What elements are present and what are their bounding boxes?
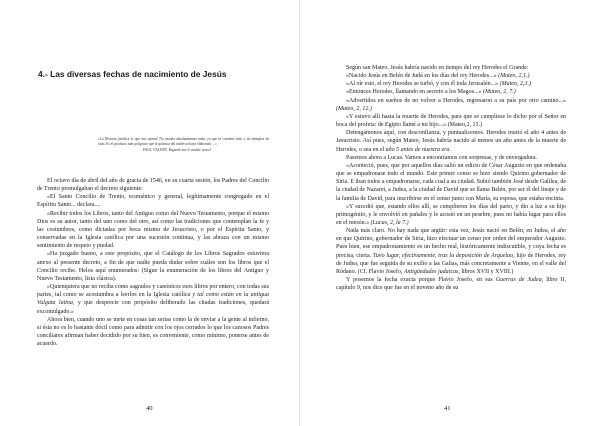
right-page [300,0,600,426]
quote-paragraph [37,283,269,316]
quote-text: «Al oír esto, el rey Herodes se turbó, y con él toda Jerusalén...» [346,81,499,88]
citation: (Mateo, 2,1.) [498,73,530,80]
quote-paragraph: «El Santo Concilio de Trento, ecuménico y general, legítimamente congregado en el Espíritu Santo... declara.... [37,194,269,209]
left-body-text [37,177,269,348]
paragraph-text: Y posemos la fecha exacta porque Flavio Josefo, en sus [346,277,493,284]
quote-paragraph: »Recibir todos los Libros, tanto del Antiguo como del Nuevo Testamento, porque el mismo Dios es su autor, tanto del uno como del otro, así como las tradiciones que contemplan la fe y las costumbres, como dictadas por boca mismo de Jesucristo, o por el Espíritu Santo, y conservadas en la Iglesia católica por una sucesión continua, y las abraza con un mismo sentimiento de respeto y piedad. [37,210,269,250]
quote-paragraph: «Y estuvo allí hasta la muerte de Herodes, para que se cumpliese lo dicho por el Señor en boca del profeta: de Egipto llamé a mi hijo...» (Mateo,2, 15.) [336,113,566,129]
citation: (Mateo, 2,3.) [499,81,531,88]
paragraph-text: libro II, capítulo 9, nos dice que fue en el noveno año de su [336,277,567,292]
page-number: 41 [444,405,451,412]
quote-text: »Y sucedió que, estando ellos allí, se cumplieron los días del parto, y dio a luz a su hijo primogénito, y le envolvió en pañales y le acostó en un pesebre, pues no había lugar para ellos en el mesón.» [336,203,566,226]
epigraph [98,137,269,154]
quote-text: «Nacido Jesús en Belén de Judá en los días del rey Herodes...» [346,73,497,80]
paragraph [336,227,566,276]
right-body-text [336,64,566,292]
quote-text: »Quienquiera que no reciba como sagrados y canónicos esos libros por entero, con todas sus partes, tal como se acostumbra a leerlos en la Iglesia católica [37,284,269,299]
quote-paragraph [336,72,566,80]
epigraph-work: Regards sur le monde actuel [168,148,211,153]
quote-paragraph [336,80,566,88]
citation: (Mateo, 2, 12.) [336,105,372,112]
paragraph-text: libros XVII y XVIII.) [461,268,514,275]
emphasis: año 5 antes de nuestra era. [385,146,451,153]
quote-paragraph: »Ha juzgado bueno, a este propósito, que el Catálogo de los Libros Sagrados estuviera anexo al presente decreto, a fin de que nadie pueda dudar sobre cuáles son los libros que el Concilio recibe. Helos aquí enumerados: (Sigue la enumeración de los libros del Antiguo y Nuevo Testamento, lista clásica). [37,251,269,282]
book-title: Guerras de Judea, [495,277,544,284]
paragraph: Pasemos ahora a Lucas. Vamos a encontramos con sorpresas, y de envergadura. [346,154,538,161]
quote-emphasis: y tal como están en la antigua Vulgata latina, [37,292,270,307]
quote-paragraph [336,203,566,227]
citation: (Lucas, 2, la 7.) [370,219,409,226]
paragraph [336,276,566,292]
citation: (Mateo, 2, 7.) [482,89,516,96]
quote-text: y que desprecie con propósito deliberado las citadas tradiciones, quedará excomulgado.» [37,300,269,315]
paragraph-text: hijo de Herodes, rey de Judea, que fue seguida de su exilio a las Galias, más concretamente a Vienne, en el valle del Ródano. (Cf. Flavio Josefo, [336,252,567,275]
page-number: 40 [146,405,153,412]
book-title: Antigüedades judaicas, [403,268,460,275]
epigraph-author: PAUL VALERY, [143,148,168,153]
quote-paragraph [336,97,566,113]
chapter-title: 4.- Las diversas fechas de nacimiento de Jesús [38,68,227,79]
epigraph-text: «La Historia justifica lo que uno quiera! No enseña absolutamente nada, ya que lo contiene todo y da ejemplos de todo. Es el producto más peligroso que la química del intelecto haya elaborado ...» [98,137,269,147]
paragraph: El octavo día de abril del año de gracia de 1546, en su cuarta sesión, los Padres del Concilio de Trento promulgaban el decreto siguiente: [37,178,269,193]
paragraph: Ahora bien, cuando uno se mete en cosas tan serias como la de enviar a la gente al infierno, si ésta no es lo bastante dócil como para admitir con los ojos cerrados lo que los canosos Padres conciliares afirman haber decidido por su bien, es conveniente, como mínimo, ponerse antes de acuerdo. [37,316,269,348]
paragraph [336,129,566,153]
quote-paragraph: «Aconteció, pues, que por aquellos días salió un edicto de César Augusto en que ordenaba que se empadronase todo el mundo. Este primer censo se hizo siendo Quirino gobernador de Siria. E iban todos a empadronarse, cada cual a su ciudad. Subió también José desde Galilea, de la ciudad de Nazaret, a Judea, a la ciudad de David que se llama Belén, por ser él del linaje y de la familia de David, para inscribirse en el censo junto con María, su esposa, que estaba encinta. [336,162,566,202]
paragraph: Según san Mateo, Jesús habría nacido en tiempo del rey Herodes el Grande: [346,65,529,71]
emphasis: Tuvo lugar, efectivamente, tras la deposición de Arquelao, [372,252,515,259]
quote-paragraph [336,88,566,96]
epigraph-attribution [98,148,269,153]
quote-text: «Advertidos en sueños de no volver a Herodes, regresaron a su país por otro camino...» [346,97,566,104]
quote-text: «Entonces Herodes, llamando en secreto a los Magos...» [346,89,482,96]
paragraph-text: Detengámonos aquí, con desconfianza, y puntualicemos. Herodes murió el año 4 antes de Jesucristo. Así pues, según Mateo, Jesús habría nacido al menos un año antes de la muerte de Herodes, o sea en el [336,130,566,153]
paragraph-text: Nada más claro. No hay nada que argüir: esta vez, Jesús nació en Belén, en Judea, el año en que Quirino, gobernador de Siria, hizo efectuar un censo por orden del emperador Augusto. Pues bien, ese empadronamiento es un hecho real, históricamente indiscutible, y cuya fecha es precisa, cierta. [336,228,566,259]
